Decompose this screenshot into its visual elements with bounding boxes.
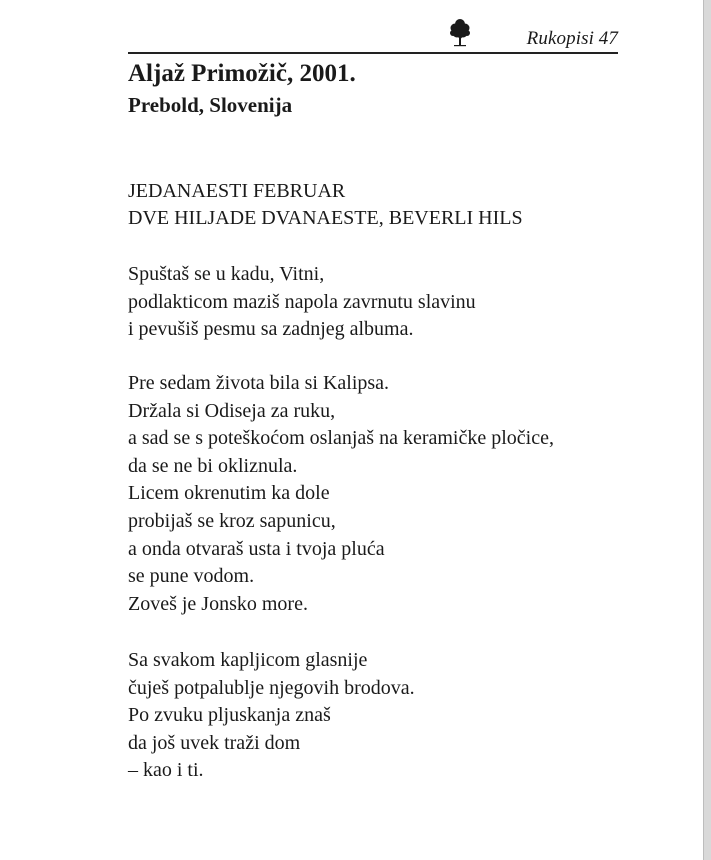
poem-line: i pevušiš pesmu sa zadnjeg albuma.	[128, 318, 414, 341]
poem-line: čuješ potpalublje njegovih brodova.	[128, 676, 415, 699]
poem-line: Spuštaš se u kadu, Vitni,	[128, 263, 325, 285]
poem-line: Sa svakom kapljicom glasnije	[128, 649, 368, 671]
tree-icon	[448, 17, 472, 49]
poem-line: Po zvuku pljuskanja znaš	[128, 704, 331, 727]
poem-title	[128, 178, 523, 232]
author-place: Prebold, Slovenija	[128, 93, 293, 117]
poem-line: da još uvek traži dom	[128, 731, 301, 754]
poem-title-line: DVE HILJADE DVANAESTE, BEVERLI HILS	[128, 207, 523, 229]
stanza-3	[128, 647, 415, 785]
poem-line: da se ne bi okliznula.	[128, 454, 298, 477]
poem-line: – kao i ti.	[128, 759, 204, 782]
poem-line: Licem okrenutim ka dole	[128, 482, 330, 505]
running-head	[128, 22, 618, 52]
page-edge	[704, 0, 711, 860]
poem-line: podlakticom maziš napola zavrnutu slavinu	[128, 290, 476, 313]
poem-line: Zoveš je Jonsko more.	[128, 592, 308, 615]
header-rule	[128, 52, 618, 54]
stanza-2	[128, 370, 554, 618]
poem-line: Pre sedam života bila si Kalipsa.	[128, 372, 390, 394]
poem-line: Držala si Odiseja za ruku,	[128, 399, 336, 422]
poem-line: a sad se s poteškoćom oslanjaš na keramičke pločice,	[128, 427, 554, 450]
stanza-1	[128, 261, 476, 344]
poem-line: probijaš se kroz sapunicu,	[128, 509, 336, 532]
running-title: Rukopisi 47	[526, 28, 618, 49]
poem-line: a onda otvaraš usta i tvoja pluća	[128, 537, 385, 560]
author-name-year: Aljaž Primožič, 2001.	[128, 60, 356, 87]
poem-title-line: JEDANAESTI FEBRUAR	[128, 180, 346, 202]
poem-line: se pune vodom.	[128, 565, 255, 588]
